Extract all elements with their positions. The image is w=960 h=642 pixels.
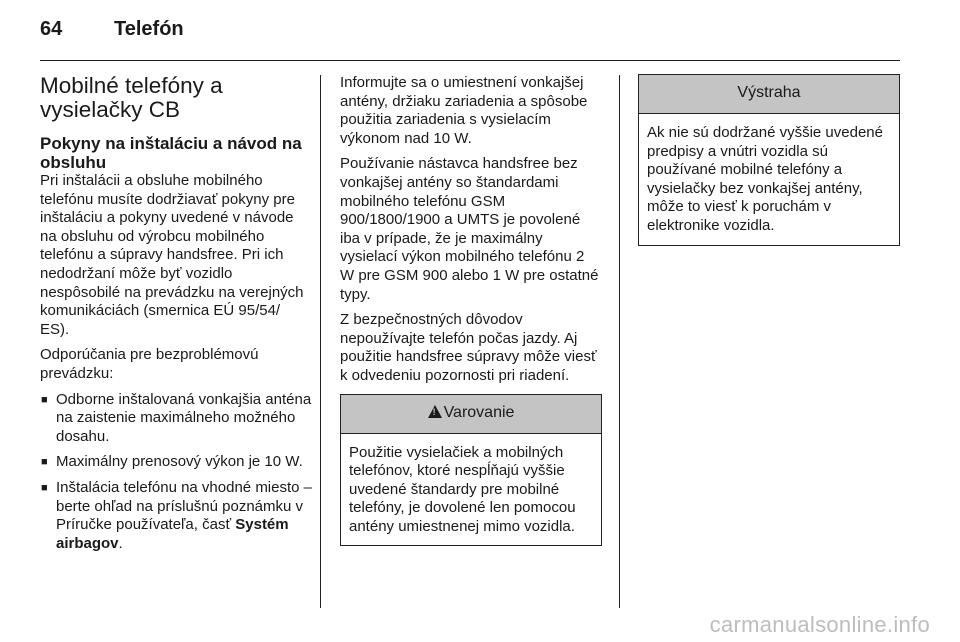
warning-triangle-icon	[428, 405, 442, 418]
column-divider-1	[320, 75, 321, 608]
column-1	[40, 74, 312, 560]
warning-title: Varovanie	[443, 403, 515, 421]
caution-body: Ak nie sú dodržané vyššie uvedené predpisy a vnútri vozidla sú používané mobilné telefóny a vysielačky bez vonkajšej antény, môže to viesť k poruchám v elektronike vozidla.	[647, 124, 883, 234]
caution-title: Výstraha	[639, 75, 899, 114]
page-header	[40, 18, 184, 41]
installation-paragraph: Pri inštalácii a obsluhe mobilného telefónu musíte dodržiavať pokyny pre inštaláciu a pokyny uvedené v návode na obsluhu od výrobcu mobilného telefónu a súpravy handsfree. Pri ich nedodržaní môže byť vozidlo nespôsobilé na prevádzku na verejných komunikáciách (smernica EÚ 95/54/ ES).	[40, 172, 304, 338]
list-item: ■ Odborne inštalovaná vonkajšia anténa na zaistenie maximálneho možného dosahu.	[40, 391, 312, 447]
column-3	[638, 74, 900, 246]
chapter-title: Telefón	[114, 18, 184, 40]
watermark: carmanualsonline.info	[709, 612, 930, 637]
warning-box	[340, 394, 602, 547]
subsection-title: Pokyny na inštaláciu a návod na obsluhu	[40, 134, 302, 172]
airbag-system-reference: Systém airbagov	[56, 516, 289, 552]
handsfree-paragraph: Používanie nástavca handsfree bez vonkajšej antény so štandardami mobilného telefónu GSM 900/1800/1900 a UMTS je povolené iba v prípade, že je maximálny vysielací výkon mobilného telefónu 2 W pre GSM 900 alebo 1 W pre ostatné typy.	[340, 155, 599, 303]
page-number: 64	[40, 18, 63, 40]
safety-paragraph: Z bezpečnostných dôvodov nepoužívajte telefón počas jazdy. Aj použitie handsfree súpravy môže viesť k odvedeniu pozornosti pri riadení.	[340, 311, 597, 384]
column-divider-2	[619, 75, 620, 608]
list-item	[40, 479, 312, 553]
list-item-end: .	[118, 534, 123, 552]
column-2	[340, 74, 602, 546]
warning-box-header	[341, 395, 601, 434]
section-title: Mobilné telefóny a vysielačky CB	[40, 73, 223, 122]
list-item-text: Inštalácia telefónu na vhodné miesto – berte ohľad na príslušnú poznámku v Príručke používateľa, časť	[56, 478, 313, 534]
recommendations-intro: Odporúčania pre bezproblémovú prevádzku:	[40, 346, 259, 382]
warning-body: Použitie vysielačiek a mobilných telefónov, ktoré nespĺňajú vyššie uvedené štandardy pre mobilné telefóny, je dovolené len pomocou antény umiestnenej mimo vozidla.	[349, 443, 576, 535]
antenna-info-paragraph: Informujte sa o umiestnení vonkajšej antény, držiaku zariadenia a spôsobe použitia zariadenia s vysielacím výkonom nad 10 W.	[340, 74, 588, 147]
caution-box	[638, 74, 900, 246]
list-item: ■ Maximálny prenosový výkon je 10 W.	[40, 453, 312, 472]
header-rule	[40, 60, 900, 61]
recommendations-list	[40, 391, 312, 554]
